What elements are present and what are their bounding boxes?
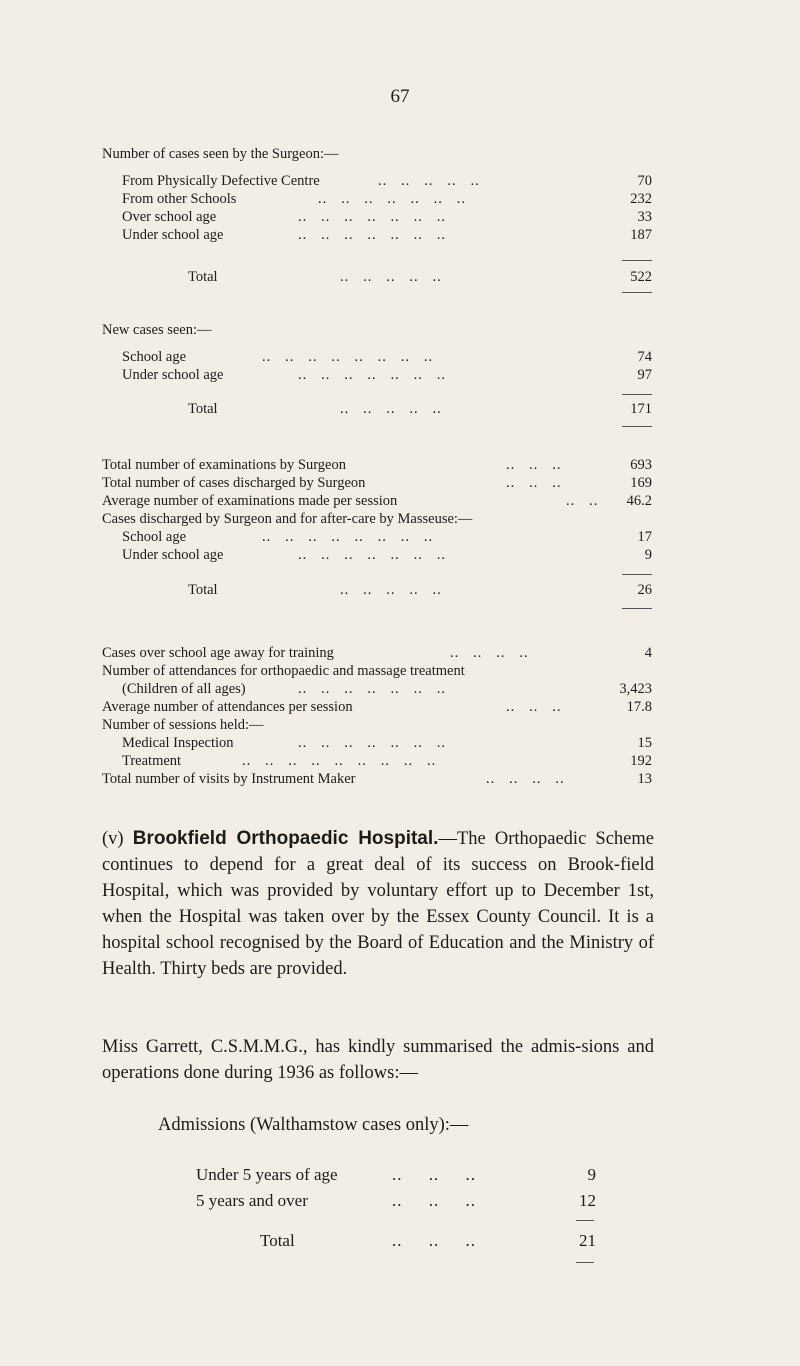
aftercare-heading: Cases discharged by Surgeon and for after-care by Masseuse:— — [102, 511, 473, 527]
admissions-heading: Admissions (Walthamstow cases only):— — [158, 1115, 469, 1135]
leader-dots: .. .. .. .. .. — [340, 269, 442, 285]
row-value: 9 — [644, 547, 652, 563]
row-label: Average number of attendances per session — [102, 699, 353, 715]
leader-dots: .. .. .. — [392, 1165, 476, 1184]
row-label: Under school age — [122, 367, 224, 383]
row-value: 97 — [637, 367, 652, 383]
row-value: 9 — [587, 1165, 596, 1184]
row-label: Number of attendances for orthopaedic and massage treatment — [102, 663, 465, 679]
row-value: 33 — [637, 209, 652, 225]
total-row — [102, 581, 652, 599]
row-label: Average number of examinations made per session — [102, 493, 398, 509]
row-label: Under school age — [122, 547, 224, 563]
table-row — [102, 716, 652, 734]
total-label: Total — [188, 582, 218, 598]
row-value: 70 — [637, 173, 652, 189]
total-value: 21 — [579, 1231, 596, 1250]
leader-dots: .. .. .. — [506, 457, 562, 473]
leader-dots: .. .. — [566, 493, 599, 509]
row-label: (Children of all ages) — [122, 681, 246, 697]
row-label: From Physically Defective Centre — [122, 173, 320, 189]
page-number: 67 — [390, 86, 410, 107]
brookfield-paragraph — [102, 826, 654, 982]
row-label: Total number of visits by Instrument Maker — [102, 771, 356, 787]
table-row — [102, 492, 652, 510]
row-label: Cases over school age away for training — [102, 645, 334, 661]
paragraph-text: —The Orthopaedic Scheme continues to depend for a great deal of its success on Brook-field Hospital, which was provided by voluntary effort up to December 1st, when the Hospital was taken over by the Essex County Council. It is a hospital school recognised by the Board of Education and the Ministry of Health. Thirty beds are provided. — [102, 829, 654, 979]
table-row — [102, 172, 652, 190]
sum-rule — [622, 260, 652, 261]
row-label: School age — [122, 349, 187, 365]
leader-dots: .. .. .. .. .. .. .. .. .. — [242, 753, 437, 769]
total-value: 26 — [637, 582, 652, 598]
total-row — [196, 1230, 596, 1252]
total-row — [102, 400, 652, 418]
sum-rule — [622, 574, 652, 575]
table-row — [102, 770, 652, 788]
garrett-paragraph: Miss Garrett, C.S.M.M.G., has kindly summarised the admis-sions and operations done during 1936 as follows:— — [102, 1037, 654, 1083]
surgeon-heading: Number of cases seen by the Surgeon:— — [102, 146, 339, 162]
leader-dots: .. .. .. .. .. .. .. — [298, 367, 446, 383]
table-row — [102, 644, 652, 662]
leader-dots: .. .. .. — [392, 1231, 476, 1250]
sum-rule — [622, 608, 652, 609]
row-value: 169 — [630, 475, 652, 491]
row-label: Total number of examinations by Surgeon — [102, 457, 346, 473]
leader-dots: .. .. .. .. .. — [340, 401, 442, 417]
leader-dots: .. .. .. .. .. .. .. — [298, 209, 446, 225]
row-value: 74 — [637, 349, 652, 365]
total-label: Total — [260, 1231, 295, 1250]
row-value: 12 — [579, 1191, 596, 1210]
row-value: 46.2 — [626, 493, 652, 509]
row-label: Under school age — [122, 227, 224, 243]
row-label: Over school age — [122, 209, 217, 225]
row-value: 4 — [644, 645, 652, 661]
section-title: Brookfield Orthopaedic Hospital. — [132, 828, 439, 849]
row-value: 232 — [630, 191, 652, 207]
table-row — [102, 734, 652, 752]
leader-dots: .. .. .. .. — [486, 771, 565, 787]
row-value: 187 — [630, 227, 652, 243]
leader-dots: .. .. .. .. .. .. .. .. — [262, 349, 434, 365]
leader-dots: .. .. .. .. .. — [378, 173, 480, 189]
table-row — [102, 208, 652, 226]
row-value: 13 — [637, 771, 652, 787]
table-row — [102, 546, 652, 564]
sum-rule — [622, 394, 652, 395]
sum-rule — [622, 426, 652, 427]
table-row — [102, 226, 652, 244]
table-row — [102, 680, 652, 698]
table-row — [102, 528, 652, 546]
total-value: 522 — [630, 269, 652, 285]
sum-rule — [576, 1220, 594, 1221]
row-value: 15 — [637, 735, 652, 751]
total-value: 171 — [630, 401, 652, 417]
sessions-heading: Number of sessions held:— — [102, 717, 264, 733]
leader-dots: .. .. .. — [506, 699, 562, 715]
row-value: 17.8 — [626, 699, 652, 715]
table-row — [102, 456, 652, 474]
table-row — [102, 510, 652, 528]
table-row — [102, 752, 652, 770]
leader-dots: .. .. .. .. — [450, 645, 529, 661]
total-label: Total — [188, 401, 218, 417]
table-row — [102, 190, 652, 208]
table-row — [102, 662, 652, 680]
row-value: 192 — [630, 753, 652, 769]
table-row — [102, 474, 652, 492]
row-value: 693 — [630, 457, 652, 473]
row-value: 17 — [637, 529, 652, 545]
leader-dots: .. .. .. .. .. .. .. .. — [262, 529, 434, 545]
table-row — [102, 348, 652, 366]
leader-dots: .. .. .. .. .. .. .. — [298, 681, 446, 697]
leader-dots: .. .. .. .. .. .. .. — [318, 191, 466, 207]
table-row — [196, 1190, 596, 1212]
section-prefix: (v) — [102, 829, 133, 849]
table-row — [102, 698, 652, 716]
leader-dots: .. .. .. .. .. .. .. — [298, 227, 446, 243]
row-label: Treatment — [122, 753, 182, 769]
leader-dots: .. .. .. — [506, 475, 562, 491]
row-label: Total number of cases discharged by Surgeon — [102, 475, 366, 491]
table-row — [102, 366, 652, 384]
leader-dots: .. .. .. — [392, 1191, 476, 1210]
sum-rule — [576, 1262, 594, 1263]
leader-dots: .. .. .. .. .. .. .. — [298, 735, 446, 751]
total-row — [102, 268, 652, 286]
row-label: Medical Inspection — [122, 735, 234, 751]
sum-rule — [622, 292, 652, 293]
leader-dots: .. .. .. .. .. .. .. — [298, 547, 446, 563]
row-label: Under 5 years of age — [196, 1165, 338, 1184]
leader-dots: .. .. .. .. .. — [340, 582, 442, 598]
row-label: 5 years and over — [196, 1191, 308, 1210]
new-cases-heading: New cases seen:— — [102, 322, 212, 338]
row-label: From other Schools — [122, 191, 237, 207]
table-row — [196, 1164, 596, 1186]
row-value: 3,423 — [619, 681, 652, 697]
total-label: Total — [188, 269, 218, 285]
row-label: School age — [122, 529, 187, 545]
